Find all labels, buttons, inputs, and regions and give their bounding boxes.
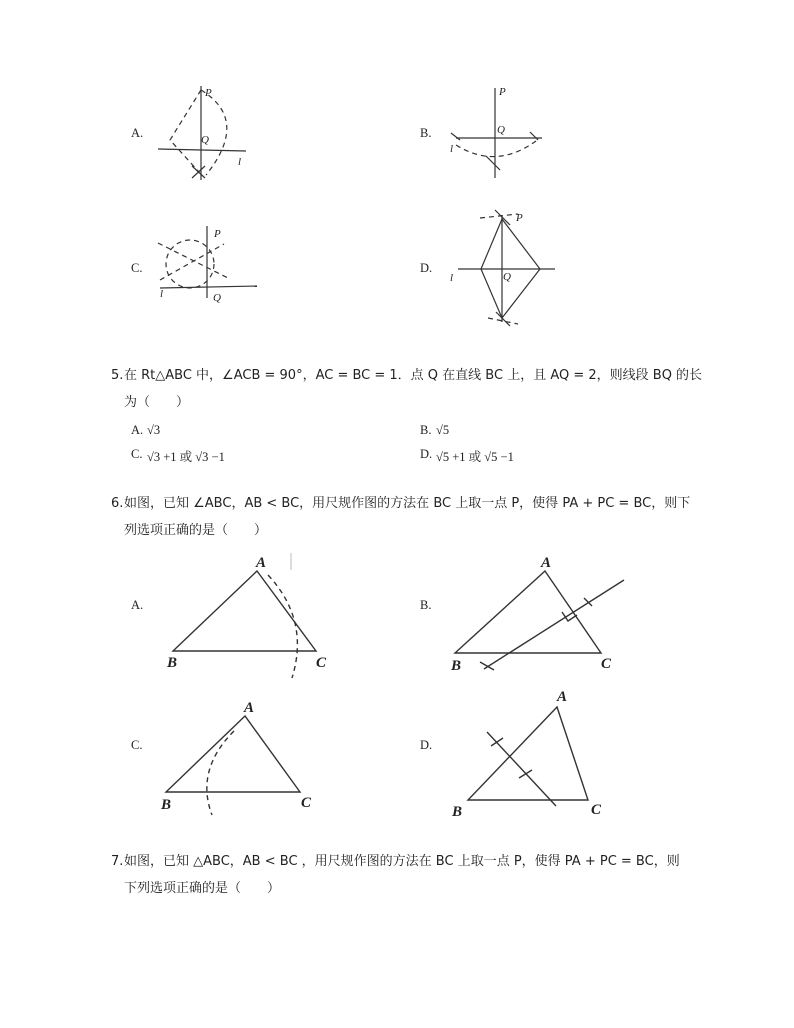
q7-stem-line1: 如图，已知 △ABC，AB < BC ，用尺规作图的方法在 BC 上取一点 P，使得 PA + PC = BC，则	[124, 854, 680, 869]
q6-figure-b	[455, 571, 624, 670]
q4b-label-l: l	[450, 143, 454, 155]
q5-number: 5.	[111, 368, 124, 383]
q7-stem-line2: 下列选项正确的是（ ）	[124, 881, 281, 896]
q4-option-c-label[interactable]: C.	[131, 261, 143, 275]
q4d-label-l: l	[450, 272, 454, 284]
q4c-label-l: l	[160, 288, 164, 300]
q4-option-d-label[interactable]: D.	[420, 261, 433, 275]
q4d-label-q: Q	[503, 271, 511, 283]
q6d-label-b: B	[452, 804, 463, 820]
q4a-label-l: l	[238, 156, 242, 168]
q6c-label-b: B	[161, 797, 172, 813]
q6-stem-line1: 如图，已知 ∠ABC，AB < BC，用尺规作图的方法在 BC 上取一点 P，使得 PA + PC = BC，则下	[124, 496, 691, 511]
q4-option-b-label[interactable]: B.	[420, 126, 432, 140]
q6d-label-a: A	[557, 689, 568, 705]
q6-option-c-label[interactable]: C.	[131, 738, 143, 752]
q6-figure-a	[173, 553, 316, 678]
q4a-label-q: Q	[201, 134, 209, 146]
q6-option-a-label[interactable]: A.	[131, 598, 144, 612]
q4-option-a-label[interactable]: A.	[131, 126, 144, 140]
q5-option-d-text: √5 +1 或 √5 −1	[436, 450, 514, 464]
q6-option-b-label[interactable]: B.	[420, 598, 432, 612]
q4c-label-q: Q	[213, 292, 221, 304]
q5-option-b-letter[interactable]: B.	[420, 423, 432, 437]
q6c-label-c: C	[301, 795, 312, 811]
q4a-label-p: P	[205, 87, 212, 99]
q5-stem-line2: 为（ ）	[124, 395, 190, 410]
q5-option-b-text: √5	[436, 423, 450, 437]
q6b-label-c: C	[601, 656, 612, 672]
q5-option-c-text: √3 +1 或 √3 −1	[147, 450, 225, 464]
q6a-label-c: C	[316, 655, 327, 671]
q5-stem-line1: 在 Rt△ABC 中，∠ACB = 90°，AC = BC = 1．点 Q 在直线 BC 上，且 AQ = 2，则线段 BQ 的长	[124, 368, 703, 383]
q6b-label-a: A	[541, 555, 552, 571]
q6-option-d-label[interactable]: D.	[420, 738, 433, 752]
q7-number: 7.	[111, 854, 124, 869]
q6-figure-d	[468, 707, 588, 806]
q5-option-c-letter[interactable]: C.	[131, 447, 143, 461]
q5-option-a-letter[interactable]: A.	[131, 423, 144, 437]
q6-stem-line2: 列选项正确的是（ ）	[124, 523, 268, 538]
q6b-label-b: B	[451, 658, 462, 674]
q6d-label-c: C	[591, 802, 602, 818]
q4c-label-p: P	[214, 228, 221, 240]
q4d-label-p: P	[516, 212, 523, 224]
q5-option-d-letter[interactable]: D.	[420, 447, 433, 461]
q4b-label-p: P	[499, 86, 506, 98]
q5-option-a-text: √3	[147, 423, 161, 437]
q6a-label-a: A	[256, 555, 267, 571]
q6-number: 6.	[111, 496, 124, 511]
q6-figure-c	[166, 716, 300, 815]
q4b-label-q: Q	[497, 124, 505, 136]
q6a-label-b: B	[167, 655, 178, 671]
q6c-label-a: A	[244, 700, 255, 716]
